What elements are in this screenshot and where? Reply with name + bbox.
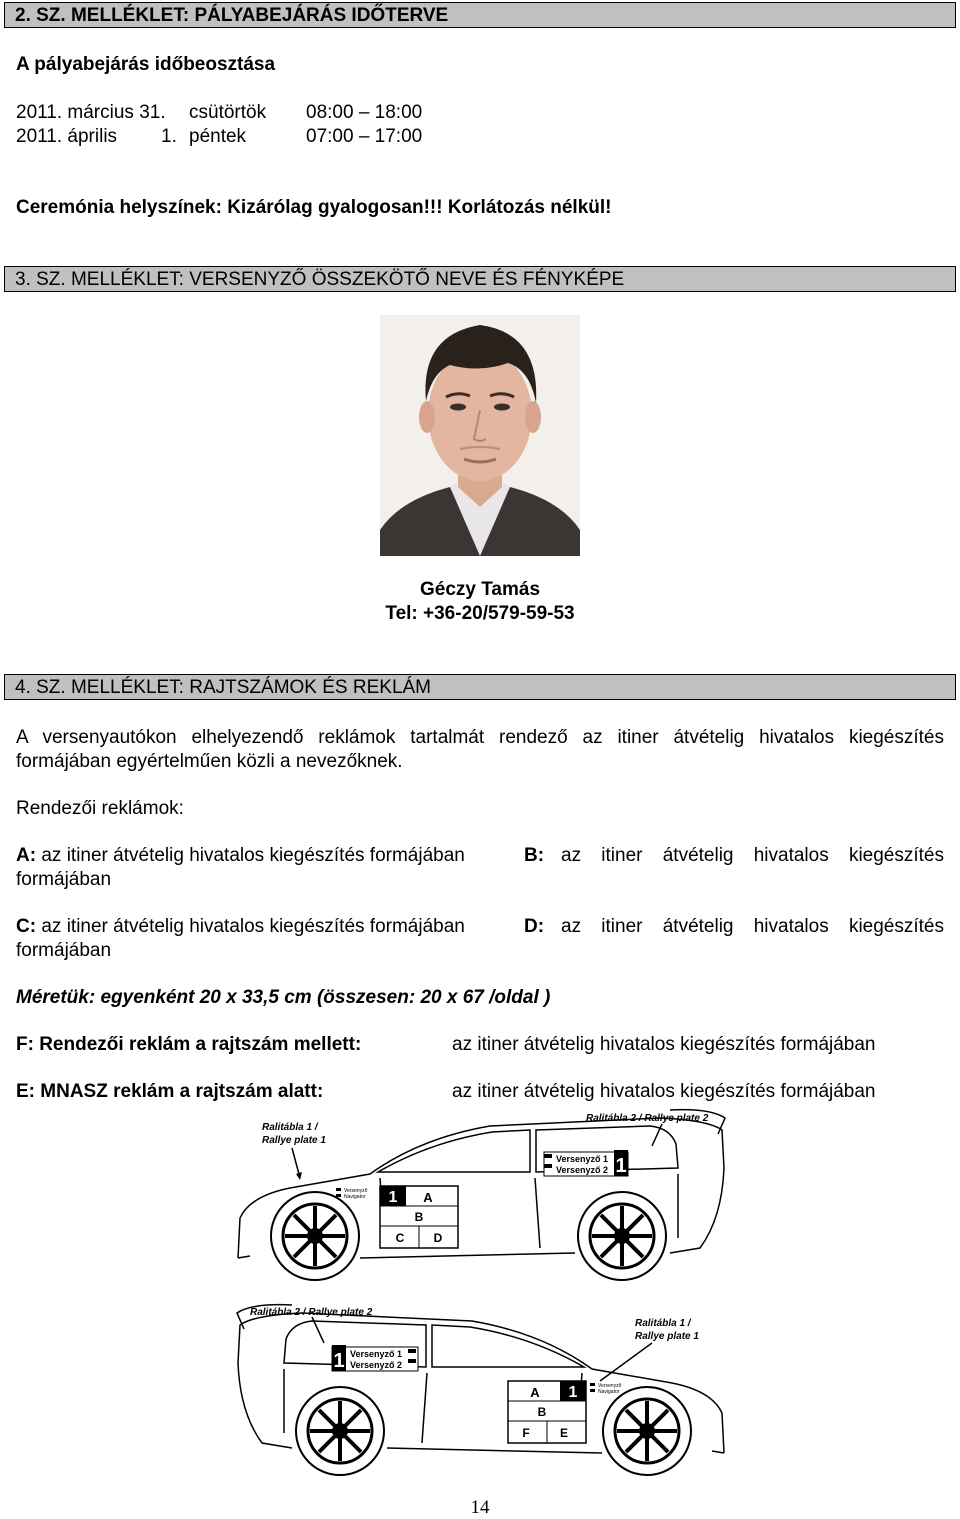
rear-wheel (578, 1192, 666, 1280)
car1-driver-label: Versenyző (344, 1188, 368, 1194)
car1-plate1-label-en: Rallye plate 1 (262, 1135, 326, 1146)
car2-plate1-label: Ralitábla 1 / (635, 1318, 691, 1329)
contact-phone: Tel: +36-20/579-59-53 (385, 603, 575, 624)
ad-a-label: A: (16, 845, 37, 866)
ad-c (16, 916, 465, 938)
schedule-row-2-date: 2011. április (16, 126, 118, 147)
car1-number: 1 (388, 1189, 398, 1206)
car2-label-b: B (537, 1405, 547, 1419)
schedule-row-2-time: 07:00 – 17:00 (306, 126, 423, 147)
car1-label-a: A (423, 1190, 433, 1205)
car-left-side-diagram (230, 1108, 730, 1288)
intro-line-1: A versenyautókon elhelyezendő reklámok tartalmát rendező az itiner átvételig hivatalos kiegészítés (16, 727, 944, 748)
contact-name: Géczy Tamás (419, 579, 541, 600)
ad-a-text-cont: formájában (16, 869, 112, 890)
car1-label-c: C (395, 1231, 405, 1245)
contact-photo (380, 315, 580, 556)
ad-c-text-cont: formájában (16, 940, 112, 961)
section4-heading-text: 4. SZ. MELLÉKLET: RAJTSZÁMOK ÉS REKLÁM (15, 677, 432, 698)
ad-b-label: B: (524, 845, 545, 866)
car1-plate1-label: Ralitábla 1 / (262, 1122, 318, 1133)
car1-label-b: B (414, 1210, 424, 1224)
schedule-subheading: A pályabejárás időbeosztása (16, 54, 276, 75)
car2-driver2: Versenyző 2 (350, 1360, 403, 1370)
car2-rear-wheel (296, 1387, 384, 1475)
ad-d-label: D: (524, 916, 545, 937)
ad-f-label: F: Rendezői reklám a rajtszám mellett: (16, 1034, 362, 1055)
car1-roof-number: 1 (615, 1155, 627, 1177)
ad-e-value: az itiner átvételig hivatalos kiegészítés formájában (452, 1081, 876, 1102)
car2-navigator-label: Navigator (598, 1389, 620, 1395)
car2-plate2-label: Ralitábla 2 / Rallye plate 2 (250, 1307, 373, 1318)
organizer-ads-label: Rendezői reklámok: (16, 798, 184, 819)
portrait-image (380, 315, 580, 556)
schedule-row-2-num: 1. (161, 126, 177, 147)
ad-b-text: az itiner átvételig hivatalos kiegészítés (561, 845, 944, 866)
car2-roof-number: 1 (333, 1350, 345, 1372)
schedule-row-1-day: csütörtök (189, 102, 267, 123)
size-note: Méretük: egyenként 20 x 33,5 cm (összesen: 20 x 67 /oldal ) (16, 987, 551, 1008)
ad-f-value: az itiner átvételig hivatalos kiegészítés formájában (452, 1034, 876, 1055)
ad-c-text: az itiner átvételig hivatalos kiegészítés formájában (41, 916, 465, 937)
car2-label-a: A (530, 1385, 540, 1400)
schedule-row-2-day: péntek (189, 126, 247, 147)
car-right-side-diagram (232, 1303, 732, 1483)
car1-navigator-label: Navigator (344, 1194, 366, 1200)
car2-driver-label: Versenyző (598, 1383, 622, 1389)
section2-heading: 2. SZ. MELLÉKLET: PÁLYABEJÁRÁS IDŐTERVE (4, 2, 956, 28)
car2-driver1: Versenyző 1 (350, 1349, 403, 1359)
front-wheel (271, 1192, 359, 1280)
schedule-row-1-time: 08:00 – 18:00 (306, 102, 423, 123)
ad-a (16, 845, 465, 867)
car2-front-wheel (603, 1387, 691, 1475)
ad-c-label: C: (16, 916, 37, 937)
section4-heading (4, 674, 956, 700)
section3-heading-text: 3. SZ. MELLÉKLET: VERSENYZŐ ÖSSZEKÖTŐ NEVE ÉS FÉNYKÉPE (15, 269, 625, 290)
car1-driver1: Versenyző 1 (556, 1154, 609, 1164)
car2-number: 1 (568, 1384, 578, 1401)
intro-line-2: formájában egyértelműen közli a nevezőknek. (16, 751, 403, 772)
car2-label-e: E (559, 1426, 569, 1440)
car1-plate2-label: Ralitábla 2 / Rallye plate 2 (586, 1113, 709, 1124)
schedule-row-1-date: 2011. március 31. (16, 102, 166, 123)
car2-plate1-label-en: Rallye plate 1 (635, 1331, 699, 1342)
car1-label-d: D (433, 1231, 443, 1245)
ceremony-note: Ceremónia helyszínek: Kizárólag gyalogosan!!! Korlátozás nélkül! (16, 197, 612, 218)
page-number: 14 (470, 1497, 490, 1518)
ad-d-text: az itiner átvételig hivatalos kiegészítés (561, 916, 944, 937)
car1-driver2: Versenyző 2 (556, 1165, 609, 1175)
section3-heading (4, 266, 956, 292)
ad-a-text: az itiner átvételig hivatalos kiegészítés formájában (41, 845, 465, 866)
ad-e-label: E: MNASZ reklám a rajtszám alatt: (16, 1081, 324, 1102)
car2-label-f: F (522, 1426, 530, 1440)
